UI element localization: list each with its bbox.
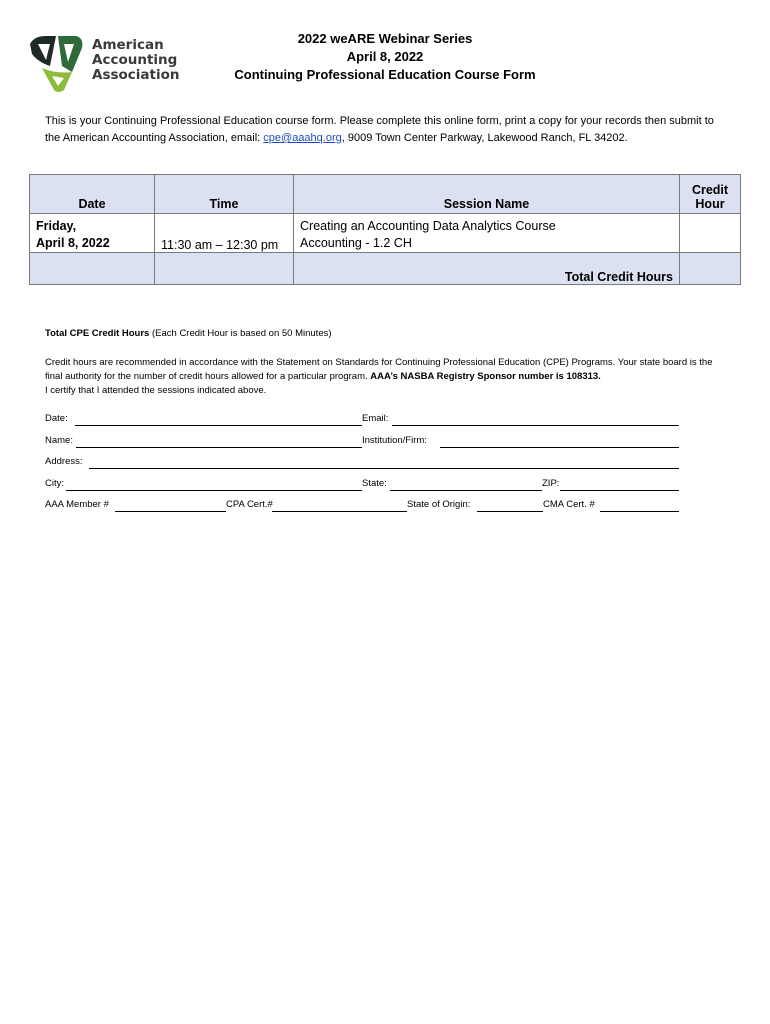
time-header: Time	[155, 175, 294, 214]
cpe-info	[45, 327, 725, 398]
credit-header-line-1: Credit	[691, 183, 729, 197]
name-field[interactable]	[76, 447, 362, 448]
logo-line-3: Association	[92, 67, 180, 83]
address-label: Address:	[45, 456, 83, 467]
form-row	[45, 478, 685, 500]
certify-text: I certify that I attended the sessions indicated above.	[45, 385, 267, 396]
cpe-total-note: (Each Credit Hour is based on 50 Minutes)	[149, 328, 332, 339]
cpe-total-heading	[45, 327, 725, 341]
time-cell: 11:30 am – 12:30 pm	[155, 214, 294, 253]
logo-line-1: American	[92, 37, 164, 53]
form-row	[45, 413, 685, 435]
zip-label: ZIP:	[542, 477, 560, 489]
institution-label: Institution/Firm:	[362, 434, 427, 446]
cpe-statement	[45, 356, 725, 398]
cpe-statement-text: Credit hours are recommended in accordance with the Statement on Standards for Continuing Professional Education (CPE) Programs. Your state board is the final authority for the number of credit hours allowed for a particular program.	[45, 357, 713, 382]
title-form-name: Continuing Professional Education Course Form	[234, 67, 536, 82]
date-value: April 8, 2022	[36, 236, 110, 250]
title-date: April 8, 2022	[346, 49, 424, 64]
total-empty-cell-2	[155, 253, 294, 285]
total-credit-hours-cell[interactable]	[680, 253, 741, 285]
form-row	[45, 499, 685, 521]
state-field[interactable]	[390, 490, 542, 491]
session-title: Creating an Accounting Data Analytics Course	[300, 219, 556, 233]
aaa-member-field[interactable]	[115, 511, 226, 512]
institution-field[interactable]	[440, 447, 679, 448]
intro-paragraph	[45, 113, 725, 147]
total-empty-cell-1	[30, 253, 155, 285]
title-series: 2022 weARE Webinar Series	[297, 31, 473, 46]
city-field[interactable]	[66, 490, 362, 491]
form-row	[45, 456, 685, 478]
form-title	[200, 30, 570, 84]
email-field[interactable]	[392, 425, 679, 426]
cpa-cert-field[interactable]	[272, 511, 407, 512]
cpe-total-label: Total CPE Credit Hours	[45, 328, 150, 339]
date-cell	[30, 214, 155, 253]
total-credit-hours-label: Total Credit Hours	[294, 253, 680, 285]
sessions-table	[29, 174, 741, 285]
zip-field[interactable]	[560, 490, 679, 491]
attendee-form	[45, 413, 685, 521]
session-header: Session Name	[294, 175, 680, 214]
session-credit: Accounting - 1.2 CH	[300, 236, 412, 250]
intro-address: , 9009 Town Center Parkway, Lakewood Ranch, FL 34202.	[341, 132, 628, 144]
intro-text: This is your Continuing Professional Education course form. Please complete this online form, print a copy for your records then submit to the American Accounting Association, email:	[45, 115, 714, 144]
session-cell	[294, 214, 680, 253]
date-weekday: Friday,	[36, 219, 77, 233]
logo-line-2: Accounting	[92, 52, 178, 68]
date-field[interactable]	[75, 425, 362, 426]
name-label: Name:	[45, 434, 73, 446]
date-header: Date	[30, 175, 155, 214]
form-row	[45, 435, 685, 457]
aaa-logo	[28, 32, 188, 94]
nasba-sponsor-number: AAA’s NASBA Registry Sponsor number is 108313.	[370, 371, 601, 382]
email-label: Email:	[362, 413, 389, 424]
table-header-row	[30, 175, 741, 214]
total-row	[30, 253, 741, 285]
aaa-member-label: AAA Member #	[45, 499, 109, 510]
credit-hour-header	[680, 175, 741, 214]
logo-text	[92, 38, 180, 83]
state-of-origin-field[interactable]	[477, 511, 543, 512]
credit-hour-cell[interactable]	[680, 214, 741, 253]
state-label: State:	[362, 477, 387, 489]
cma-cert-label: CMA Cert. #	[543, 499, 595, 510]
cma-cert-field[interactable]	[600, 511, 679, 512]
aaa-logo-mark-icon	[28, 32, 86, 94]
state-of-origin-label: State of Origin:	[407, 499, 471, 510]
cpa-cert-label: CPA Cert.#	[226, 499, 273, 510]
address-field[interactable]	[89, 468, 679, 469]
email-link[interactable]: cpe@aaahq.org	[263, 132, 342, 144]
table-row	[30, 214, 741, 253]
credit-header-line-2: Hour	[695, 197, 725, 211]
date-label: Date:	[45, 413, 68, 424]
city-label: City:	[45, 477, 64, 489]
